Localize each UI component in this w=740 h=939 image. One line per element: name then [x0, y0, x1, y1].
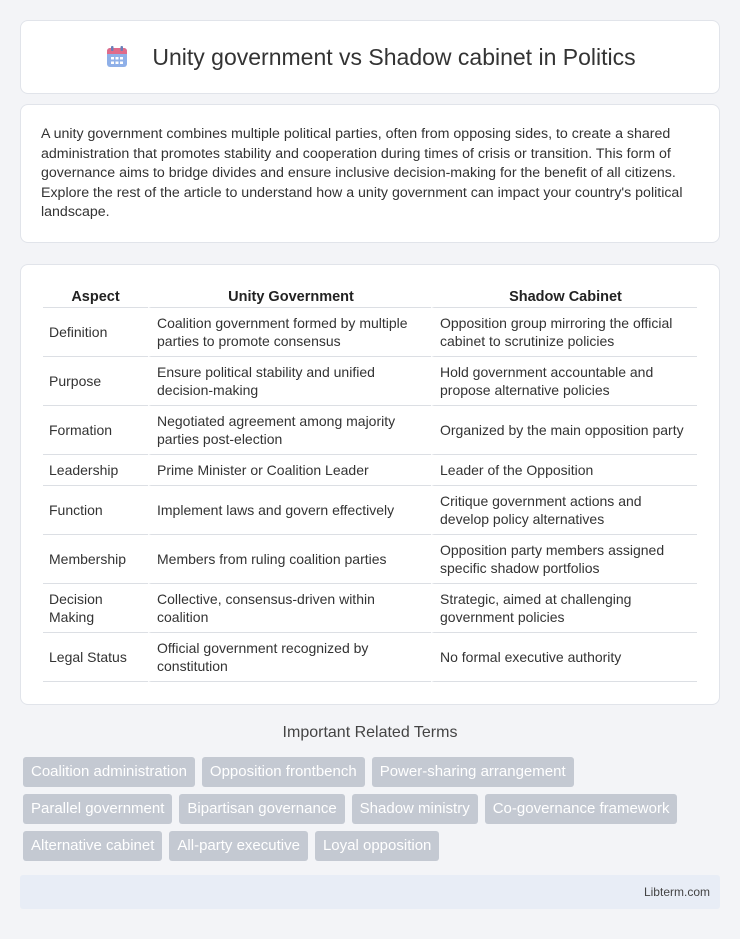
intro-text: A unity government combines multiple political parties, often from opposing sides, to create a shared administration that promotes stability and cooperation during times of crisis or transition. This form of governance aims to bridge divides and ensure inclusive decision-making for the benefit of all citizens. Explore the rest of the article to understand how a unity government can impact your country's political landscape. [41, 126, 683, 220]
related-term-tag[interactable]: Loyal opposition [315, 831, 439, 861]
unity-cell: Negotiated agreement among majority parties post-election [148, 406, 431, 455]
related-terms-title: Important Related Terms [282, 724, 458, 741]
table-row [43, 308, 697, 357]
aspect-cell: Legal Status [43, 633, 148, 682]
table-row [43, 455, 697, 486]
table-row [43, 633, 697, 682]
related-terms-list [23, 757, 723, 861]
unity-cell: Coalition government formed by multiple parties to promote consensus [148, 308, 431, 357]
related-term-tag[interactable]: Coalition administration [23, 757, 195, 787]
unity-cell: Prime Minister or Coalition Leader [148, 455, 431, 486]
footer [20, 875, 720, 909]
unity-cell: Members from ruling coalition parties [148, 535, 431, 584]
aspect-cell: Decision Making [43, 584, 148, 633]
header-unity-government: Unity Government [148, 285, 431, 308]
unity-cell: Ensure political stability and unified decision-making [148, 357, 431, 406]
shadow-cell: Opposition group mirroring the official cabinet to scrutinize policies [431, 308, 697, 357]
related-term-tag[interactable]: Shadow ministry [352, 794, 478, 824]
header-shadow-cabinet: Shadow Cabinet [431, 285, 697, 308]
unity-cell: Collective, consensus-driven within coalition [148, 584, 431, 633]
aspect-cell: Membership [43, 535, 148, 584]
table-row [43, 406, 697, 455]
table-row [43, 535, 697, 584]
table-row [43, 357, 697, 406]
footer-site-link[interactable]: Libterm.com [643, 885, 710, 899]
aspect-cell: Leadership [43, 455, 148, 486]
unity-cell: Official government recognized by constitution [148, 633, 431, 682]
calendar-icon [104, 44, 130, 70]
related-term-tag[interactable]: Power-sharing arrangement [372, 757, 574, 787]
table-row [43, 584, 697, 633]
aspect-cell: Purpose [43, 357, 148, 406]
table-header-row [43, 285, 697, 308]
unity-cell: Implement laws and govern effectively [148, 486, 431, 535]
comparison-table [43, 285, 697, 682]
shadow-cell: Critique government actions and develop policy alternatives [431, 486, 697, 535]
comparison-card [20, 264, 720, 705]
shadow-cell: Opposition party members assigned specific shadow portfolios [431, 535, 697, 584]
aspect-cell: Function [43, 486, 148, 535]
aspect-cell: Definition [43, 308, 148, 357]
related-term-tag[interactable]: All-party executive [169, 831, 308, 861]
shadow-cell: No formal executive authority [431, 633, 697, 682]
header-aspect: Aspect [43, 285, 148, 308]
shadow-cell: Leader of the Opposition [431, 455, 697, 486]
related-term-tag[interactable]: Opposition frontbench [202, 757, 365, 787]
related-term-tag[interactable]: Co-governance framework [485, 794, 678, 824]
related-term-tag[interactable]: Parallel government [23, 794, 172, 824]
page-title: Unity government vs Shadow cabinet in Politics [152, 43, 636, 70]
related-term-tag[interactable]: Alternative cabinet [23, 831, 162, 861]
shadow-cell: Organized by the main opposition party [431, 406, 697, 455]
shadow-cell: Strategic, aimed at challenging government policies [431, 584, 697, 633]
intro-card [20, 104, 720, 243]
table-row [43, 486, 697, 535]
shadow-cell: Hold government accountable and propose alternative policies [431, 357, 697, 406]
related-term-tag[interactable]: Bipartisan governance [179, 794, 344, 824]
page-header [20, 20, 720, 94]
aspect-cell: Formation [43, 406, 148, 455]
